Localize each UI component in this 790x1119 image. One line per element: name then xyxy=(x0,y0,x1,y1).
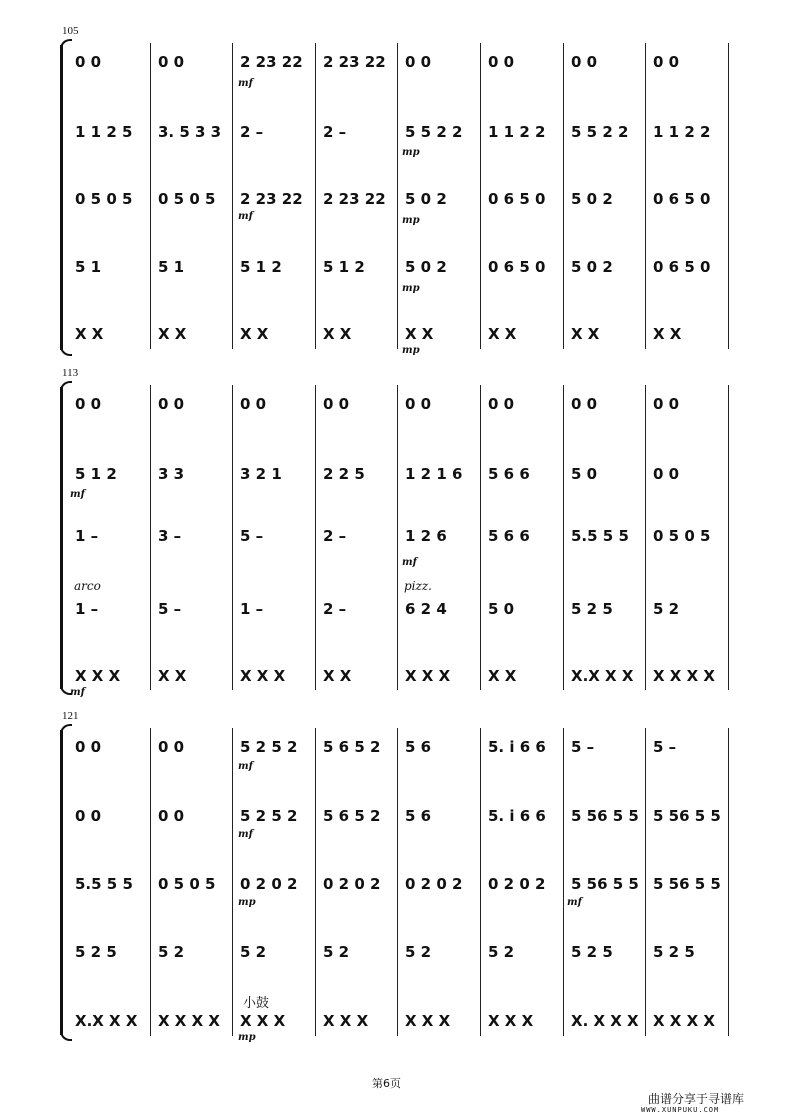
measure: X X xyxy=(323,667,352,685)
measure: 5 56 5 5 xyxy=(571,875,639,893)
measure: 1 – xyxy=(75,527,99,545)
staff-row-2 xyxy=(0,465,790,525)
measure: 5 0 2 xyxy=(571,190,613,208)
measure: 3. 5 3 3 xyxy=(158,123,222,141)
measure: 1 1 2 2 xyxy=(653,123,711,141)
measure: 5 – xyxy=(240,527,264,545)
measure: X X xyxy=(405,325,434,343)
measure: 3 2 1 xyxy=(240,465,282,483)
measure: 0 0 xyxy=(75,395,102,413)
measure: X X xyxy=(488,325,517,343)
measure: 0 0 xyxy=(75,53,102,71)
dynamic-mark: mf xyxy=(70,687,85,698)
staff-row-2 xyxy=(0,807,790,867)
dynamic-mark: mp xyxy=(238,897,256,908)
measure: X X xyxy=(488,667,517,685)
measure: X X X xyxy=(323,1012,369,1030)
dynamic-mark: mf xyxy=(70,489,85,500)
measure: 0 0 xyxy=(75,738,102,756)
measure: 5 0 2 xyxy=(405,258,447,276)
measure: 1 1 2 5 xyxy=(75,123,133,141)
measure: 2 – xyxy=(240,123,264,141)
measure: 5 2 5 xyxy=(571,600,613,618)
measure: 0 0 xyxy=(158,807,185,825)
measure: 0 2 0 2 xyxy=(323,875,381,893)
measure: X X X X xyxy=(158,1012,220,1030)
staff-row-5-percussion xyxy=(0,1012,790,1072)
measure: 0 6 5 0 xyxy=(653,258,711,276)
measure: 0 0 xyxy=(653,53,680,71)
measure: 5 6 6 xyxy=(488,465,530,483)
measure-number: 113 xyxy=(62,367,79,379)
measure: 5 1 2 xyxy=(75,465,117,483)
measure: X X xyxy=(323,325,352,343)
measure: 5. i 6 6 xyxy=(488,807,546,825)
measure: 5 2 5 xyxy=(75,943,117,961)
measure: 5 2 xyxy=(240,943,267,961)
measure: 0 5 0 5 xyxy=(75,190,133,208)
measure: 0 0 xyxy=(488,395,515,413)
measure: 1 – xyxy=(75,600,99,618)
staff-row-4 xyxy=(0,943,790,1003)
staff-row-3 xyxy=(0,190,790,250)
measure: X X xyxy=(653,325,682,343)
measure: 5 – xyxy=(158,600,182,618)
measure: 5 0 xyxy=(571,465,598,483)
measure: 2 23 22 xyxy=(323,190,386,208)
measure: 5 6 5 2 xyxy=(323,807,381,825)
measure: X X X xyxy=(405,1012,451,1030)
measure: 5 1 xyxy=(158,258,185,276)
measure: 0 0 xyxy=(488,53,515,71)
measure: 0 0 xyxy=(405,53,432,71)
measure: 5.5 5 5 xyxy=(571,527,629,545)
staff-row-1 xyxy=(0,53,790,113)
dynamic-mark: mp xyxy=(402,345,420,356)
measure: 1 2 1 6 xyxy=(405,465,463,483)
measure: X X xyxy=(75,325,104,343)
measure: 1 2 6 xyxy=(405,527,447,545)
measure: X X X X xyxy=(653,667,715,685)
measure: 0 0 xyxy=(158,53,185,71)
measure: 5 0 2 xyxy=(405,190,447,208)
measure: 5 2 xyxy=(488,943,515,961)
measure: 0 2 0 2 xyxy=(488,875,546,893)
arco-label: arco xyxy=(74,579,101,593)
measure: 5 6 5 2 xyxy=(323,738,381,756)
measure: 5 2 xyxy=(653,600,680,618)
staff-row-4 xyxy=(0,258,790,318)
measure: 0 5 0 5 xyxy=(158,190,216,208)
measure: 0 0 xyxy=(75,807,102,825)
measure: 5 5 2 2 xyxy=(405,123,463,141)
measure: 2 23 22 xyxy=(240,190,303,208)
measure: 2 – xyxy=(323,123,347,141)
pizz-label: pizz. xyxy=(404,579,432,593)
dynamic-mark: mp xyxy=(238,1032,256,1043)
measure: 5 2 5 2 xyxy=(240,807,298,825)
score-system-2 xyxy=(0,367,790,697)
measure: 3 3 xyxy=(158,465,185,483)
dynamic-mark: mp xyxy=(402,215,420,226)
measure: 0 6 5 0 xyxy=(488,190,546,208)
measure: 5 – xyxy=(653,738,677,756)
measure: 2 – xyxy=(323,600,347,618)
measure: X X X xyxy=(75,667,121,685)
measure: 5 2 xyxy=(405,943,432,961)
measure: 5 0 xyxy=(488,600,515,618)
measure: 0 0 xyxy=(158,738,185,756)
measure: 5 6 xyxy=(405,738,432,756)
staff-row-2 xyxy=(0,123,790,183)
dynamic-mark: mp xyxy=(402,283,420,294)
measure: 1 – xyxy=(240,600,264,618)
page-number: 第6页 xyxy=(372,1077,401,1090)
measure: 0 0 xyxy=(240,395,267,413)
measure: 5 2 5 2 xyxy=(240,738,298,756)
measure: X X xyxy=(158,667,187,685)
measure: X X X xyxy=(405,667,451,685)
measure: 0 0 xyxy=(158,395,185,413)
measure: 0 0 xyxy=(571,395,598,413)
measure: 5 2 5 xyxy=(653,943,695,961)
measure: 0 6 5 0 xyxy=(653,190,711,208)
measure: 0 0 xyxy=(653,395,680,413)
dynamic-mark: mp xyxy=(402,147,420,158)
measure: X X X X xyxy=(653,1012,715,1030)
staff-row-4 xyxy=(0,600,790,660)
measure: 5 56 5 5 xyxy=(653,875,721,893)
staff-row-1 xyxy=(0,738,790,798)
staff-row-3 xyxy=(0,527,790,587)
measure: 5.5 5 5 xyxy=(75,875,133,893)
measure-number: 105 xyxy=(62,25,79,37)
measure: 6 2 4 xyxy=(405,600,447,618)
measure: 0 0 xyxy=(571,53,598,71)
measure: X X X xyxy=(240,1012,286,1030)
measure: 2 – xyxy=(323,527,347,545)
measure: 5 – xyxy=(571,738,595,756)
measure: X X X xyxy=(240,667,286,685)
measure: 5 0 2 xyxy=(571,258,613,276)
dynamic-mark: mf xyxy=(238,78,253,89)
xiaogu-label: 小鼓 xyxy=(243,996,270,1011)
measure: X X X xyxy=(488,1012,534,1030)
measure: 0 2 0 2 xyxy=(240,875,298,893)
measure: 2 2 5 xyxy=(323,465,365,483)
staff-row-3 xyxy=(0,875,790,935)
measure: X X xyxy=(158,325,187,343)
measure: 1 1 2 2 xyxy=(488,123,546,141)
measure: 0 0 xyxy=(405,395,432,413)
measure: 5 6 xyxy=(405,807,432,825)
measure: 2 23 22 xyxy=(240,53,303,71)
measure: 5 5 2 2 xyxy=(571,123,629,141)
measure: 0 0 xyxy=(653,465,680,483)
measure: 2 23 22 xyxy=(323,53,386,71)
measure: 5 6 6 xyxy=(488,527,530,545)
score-system-1 xyxy=(0,25,790,355)
measure: X.X X X xyxy=(75,1012,138,1030)
measure: 5 2 xyxy=(323,943,350,961)
measure: 5 1 2 xyxy=(240,258,282,276)
score-system-3 xyxy=(0,710,790,1050)
measure: 5. i 6 6 xyxy=(488,738,546,756)
measure: 5 2 5 xyxy=(571,943,613,961)
measure: X X xyxy=(240,325,269,343)
watermark-site-url: WWW.XUNPUKU.COM xyxy=(641,1106,720,1114)
dynamic-mark: mf xyxy=(402,557,417,568)
measure: 0 5 0 5 xyxy=(158,875,216,893)
measure: 5 2 xyxy=(158,943,185,961)
dynamic-mark: mf xyxy=(238,829,253,840)
measure: 5 1 2 xyxy=(323,258,365,276)
measure: X X xyxy=(571,325,600,343)
dynamic-mark: mf xyxy=(567,897,582,908)
measure-number: 121 xyxy=(62,710,79,722)
watermark-site-name: 曲谱分享于寻谱库 xyxy=(648,1092,745,1106)
measure: 0 2 0 2 xyxy=(405,875,463,893)
measure: 0 6 5 0 xyxy=(488,258,546,276)
measure: 3 – xyxy=(158,527,182,545)
staff-row-1 xyxy=(0,395,790,455)
measure: X.X X X xyxy=(571,667,634,685)
measure: X. X X X xyxy=(571,1012,639,1030)
measure: 5 1 xyxy=(75,258,102,276)
measure: 0 0 xyxy=(323,395,350,413)
measure: 5 56 5 5 xyxy=(571,807,639,825)
dynamic-mark: mf xyxy=(238,211,253,222)
measure: 0 5 0 5 xyxy=(653,527,711,545)
measure: 5 56 5 5 xyxy=(653,807,721,825)
dynamic-mark: mf xyxy=(238,761,253,772)
